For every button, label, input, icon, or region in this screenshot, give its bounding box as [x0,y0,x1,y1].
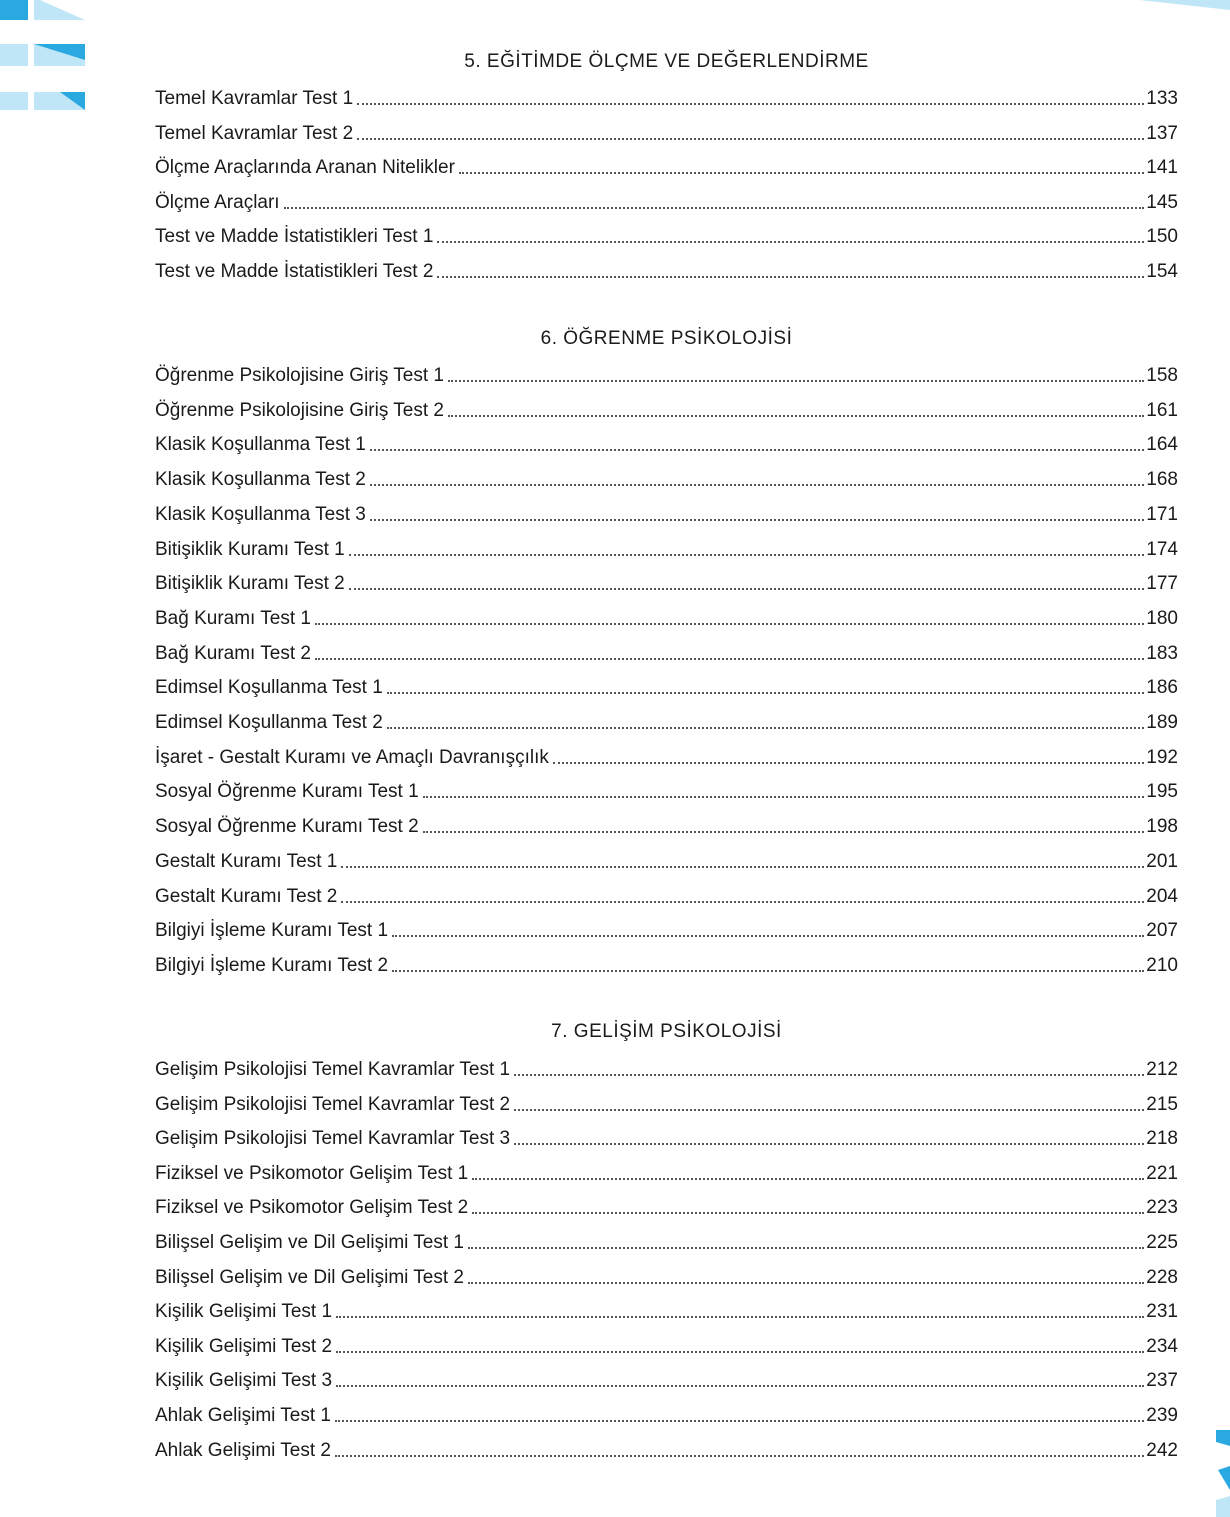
section-title: 7. GELİŞİM PSİKOLOJİSİ [551,1021,782,1042]
dot-leader [336,1351,1144,1353]
toc-entry[interactable] [155,1228,1178,1254]
toc-entry-page-number: 177 [1146,573,1178,595]
toc-entry[interactable] [155,1055,1178,1081]
toc-entry-title: Gelişim Psikolojisi Temel Kavramlar Test 1 [155,1059,511,1080]
toc-entry-title: Ahlak Gelişimi Test 2 [155,1439,331,1461]
dot-leader [392,970,1144,972]
corner-decoration-top-left [0,0,90,115]
toc-entry-title: Test ve Madde İstatistikleri Test 1 [155,226,434,248]
toc-entry-page-number: 212 [1146,1059,1178,1080]
section-title: 5. EĞİTİMDE ÖLÇME VE DEĞERLENDİRME [464,51,869,72]
dot-leader [468,1247,1144,1249]
toc-entry[interactable] [155,430,1178,456]
toc-entry[interactable] [155,222,1178,248]
toc-entry[interactable] [155,639,1178,665]
dot-leader [357,103,1144,105]
toc-entry-page-number: 133 [1146,88,1178,109]
toc-entry-page-number: 154 [1146,261,1178,282]
toc-entry-title: Klasik Koşullanma Test 1 [155,434,366,456]
toc-entry[interactable] [155,188,1178,214]
toc-entry-page-number: 218 [1146,1128,1178,1150]
toc-entry-title: Gestalt Kuramı Test 2 [155,885,338,907]
toc-entry[interactable] [155,1436,1178,1462]
toc-entry[interactable] [155,777,1178,803]
toc-entry-page-number: 168 [1146,469,1178,491]
toc-entry-title: Öğrenme Psikolojisine Giriş Test 2 [155,399,444,421]
dot-leader [284,207,1145,209]
toc-entry-title: İşaret - Gestalt Kuramı ve Amaçlı Davranışçılık [155,746,549,768]
toc-entry-title: Temel Kavramlar Test 2 [155,122,354,144]
toc-entry-page-number: 239 [1146,1405,1178,1426]
dot-leader [448,415,1144,417]
toc-entry-page-number: 137 [1146,122,1178,144]
dot-leader [387,692,1145,694]
toc-entry[interactable] [155,500,1178,526]
toc-entry[interactable] [155,84,1178,110]
toc-entry-page-number: 231 [1146,1301,1178,1323]
dot-leader [437,241,1144,243]
toc-entry-title: Klasik Koşullanma Test 3 [155,503,366,525]
toc-entry-title: Edimsel Koşullanma Test 2 [155,712,383,733]
toc-entry[interactable] [155,361,1178,387]
toc-entry-title: Bağ Kuramı Test 2 [155,642,311,664]
toc-entry-page-number: 242 [1146,1439,1178,1461]
dot-leader [472,1212,1144,1214]
dot-leader [423,796,1145,798]
dot-leader [341,901,1144,903]
dot-leader [370,449,1144,451]
toc-entry[interactable] [155,951,1178,977]
dot-leader [370,484,1144,486]
toc-entry-page-number: 221 [1146,1162,1178,1184]
toc-entry-page-number: 228 [1146,1266,1178,1288]
toc-entry-page-number: 189 [1146,712,1178,733]
toc-entry[interactable] [155,1090,1178,1116]
toc-entry-title: Öğrenme Psikolojisine Giriş Test 1 [155,365,444,386]
toc-entry-page-number: 150 [1146,226,1178,248]
dot-leader [437,276,1144,278]
toc-entry-title: Bitişiklik Kuramı Test 2 [155,573,345,595]
dot-leader [448,380,1144,382]
toc-entry-title: Kişilik Gelişimi Test 1 [155,1301,333,1323]
toc-entry-title: Gelişim Psikolojisi Temel Kavramlar Test 3 [155,1128,511,1150]
toc-entry-title: Bilgiyi İşleme Kuramı Test 2 [155,954,389,976]
toc-entry-page-number: 158 [1146,365,1178,386]
toc-entry[interactable] [155,812,1178,838]
toc-entry-page-number: 234 [1146,1335,1178,1357]
toc-entry-title: Ahlak Gelişimi Test 1 [155,1405,331,1426]
toc-entry[interactable] [155,1366,1178,1392]
dot-leader [335,1420,1144,1422]
toc-entry-title: Temel Kavramlar Test 1 [155,88,354,109]
toc-entry-page-number: 223 [1146,1197,1178,1219]
corner-decoration-bottom-right [1216,1430,1230,1517]
toc-entry-title: Bağ Kuramı Test 1 [155,607,311,629]
toc-entry-page-number: 141 [1146,157,1178,179]
toc-entry-title: Sosyal Öğrenme Kuramı Test 1 [155,781,419,803]
toc-entry-title: Fiziksel ve Psikomotor Gelişim Test 2 [155,1197,469,1219]
toc-entry[interactable] [155,1332,1178,1358]
toc-entry-page-number: 171 [1146,503,1178,525]
dot-leader [514,1109,1144,1111]
dot-leader [341,866,1144,868]
dot-leader [315,623,1144,625]
toc-entry-page-number: 180 [1146,607,1178,629]
toc-entry[interactable] [155,1193,1178,1219]
toc-entry-title: Bilgiyi İşleme Kuramı Test 1 [155,920,389,942]
toc-entry-title: Bilişsel Gelişim ve Dil Gelişimi Test 2 [155,1266,464,1288]
toc-entry[interactable] [155,1263,1178,1289]
toc-entry[interactable] [155,257,1178,283]
dot-leader [336,1385,1144,1387]
toc-entry-title: Edimsel Koşullanma Test 1 [155,677,383,699]
toc-entry-title: Fiziksel ve Psikomotor Gelişim Test 1 [155,1162,469,1184]
toc-entry-page-number: 237 [1146,1370,1178,1392]
dot-leader [459,172,1144,174]
dot-leader [392,935,1144,937]
toc-entry-page-number: 174 [1146,538,1178,560]
dot-leader [514,1143,1144,1145]
toc-entry-page-number: 225 [1146,1232,1178,1253]
toc-entry[interactable] [155,1297,1178,1323]
toc-entry-title: Kişilik Gelişimi Test 2 [155,1335,333,1357]
toc-entry-page-number: 183 [1146,642,1178,664]
toc-entry[interactable] [155,569,1178,595]
toc-entry-page-number: 192 [1146,746,1178,768]
toc-entry-page-number: 145 [1146,191,1178,213]
dot-leader [553,762,1144,764]
dot-leader [336,1316,1144,1318]
dot-leader [472,1178,1144,1180]
toc-entry-title: Bilişsel Gelişim ve Dil Gelişimi Test 1 [155,1232,464,1253]
toc-entry[interactable] [155,847,1178,873]
dot-leader [315,658,1144,660]
toc-entry-title: Klasik Koşullanma Test 2 [155,469,366,491]
toc-entry-page-number: 201 [1146,850,1178,872]
dot-leader [387,727,1145,729]
dot-leader [370,519,1144,521]
toc-entry[interactable] [155,708,1178,734]
dot-leader [349,588,1145,590]
toc-entry[interactable] [155,604,1178,630]
toc-entry[interactable] [155,743,1178,769]
corner-decoration-top-right [1140,0,1230,12]
toc-entry[interactable] [155,882,1178,908]
toc-entry-title: Gelişim Psikolojisi Temel Kavramlar Test 2 [155,1093,511,1115]
toc-entry-title: Gestalt Kuramı Test 1 [155,850,338,872]
toc-entry[interactable] [155,673,1178,699]
toc-entry-page-number: 204 [1146,885,1178,907]
toc-entry-title: Ölçme Araçlarında Aranan Nitelikler [155,157,455,179]
toc-entry-title: Bitişiklik Kuramı Test 1 [155,538,345,560]
toc-entry-page-number: 195 [1146,781,1178,803]
dot-leader [423,831,1145,833]
toc-entry-title: Test ve Madde İstatistikleri Test 2 [155,261,434,282]
dot-leader [349,554,1145,556]
toc-entry[interactable] [155,1159,1178,1185]
toc-entry-page-number: 186 [1146,677,1178,699]
toc-entry[interactable] [155,916,1178,942]
toc-entry-page-number: 198 [1146,816,1178,838]
toc-entry[interactable] [155,396,1178,422]
toc-entry[interactable] [155,535,1178,561]
toc-entry-page-number: 207 [1146,920,1178,942]
dot-leader [514,1074,1144,1076]
dot-leader [468,1282,1144,1284]
toc-entry[interactable] [155,153,1178,179]
toc-entry-page-number: 164 [1146,434,1178,456]
section-title: 6. ÖĞRENME PSİKOLOJİSİ [540,328,793,349]
toc-entry-page-number: 215 [1146,1093,1178,1115]
toc-entry[interactable] [155,1124,1178,1150]
toc-entry[interactable] [155,1401,1178,1427]
dot-leader [357,138,1144,140]
toc-entry-title: Ölçme Araçları [155,191,280,213]
toc-entry-page-number: 161 [1146,399,1178,421]
dot-leader [335,1455,1144,1457]
toc-entry-page-number: 210 [1146,954,1178,976]
toc-entry[interactable] [155,465,1178,491]
toc-entry-title: Kişilik Gelişimi Test 3 [155,1370,333,1392]
toc-entry[interactable] [155,119,1178,145]
toc-entry-title: Sosyal Öğrenme Kuramı Test 2 [155,816,419,838]
